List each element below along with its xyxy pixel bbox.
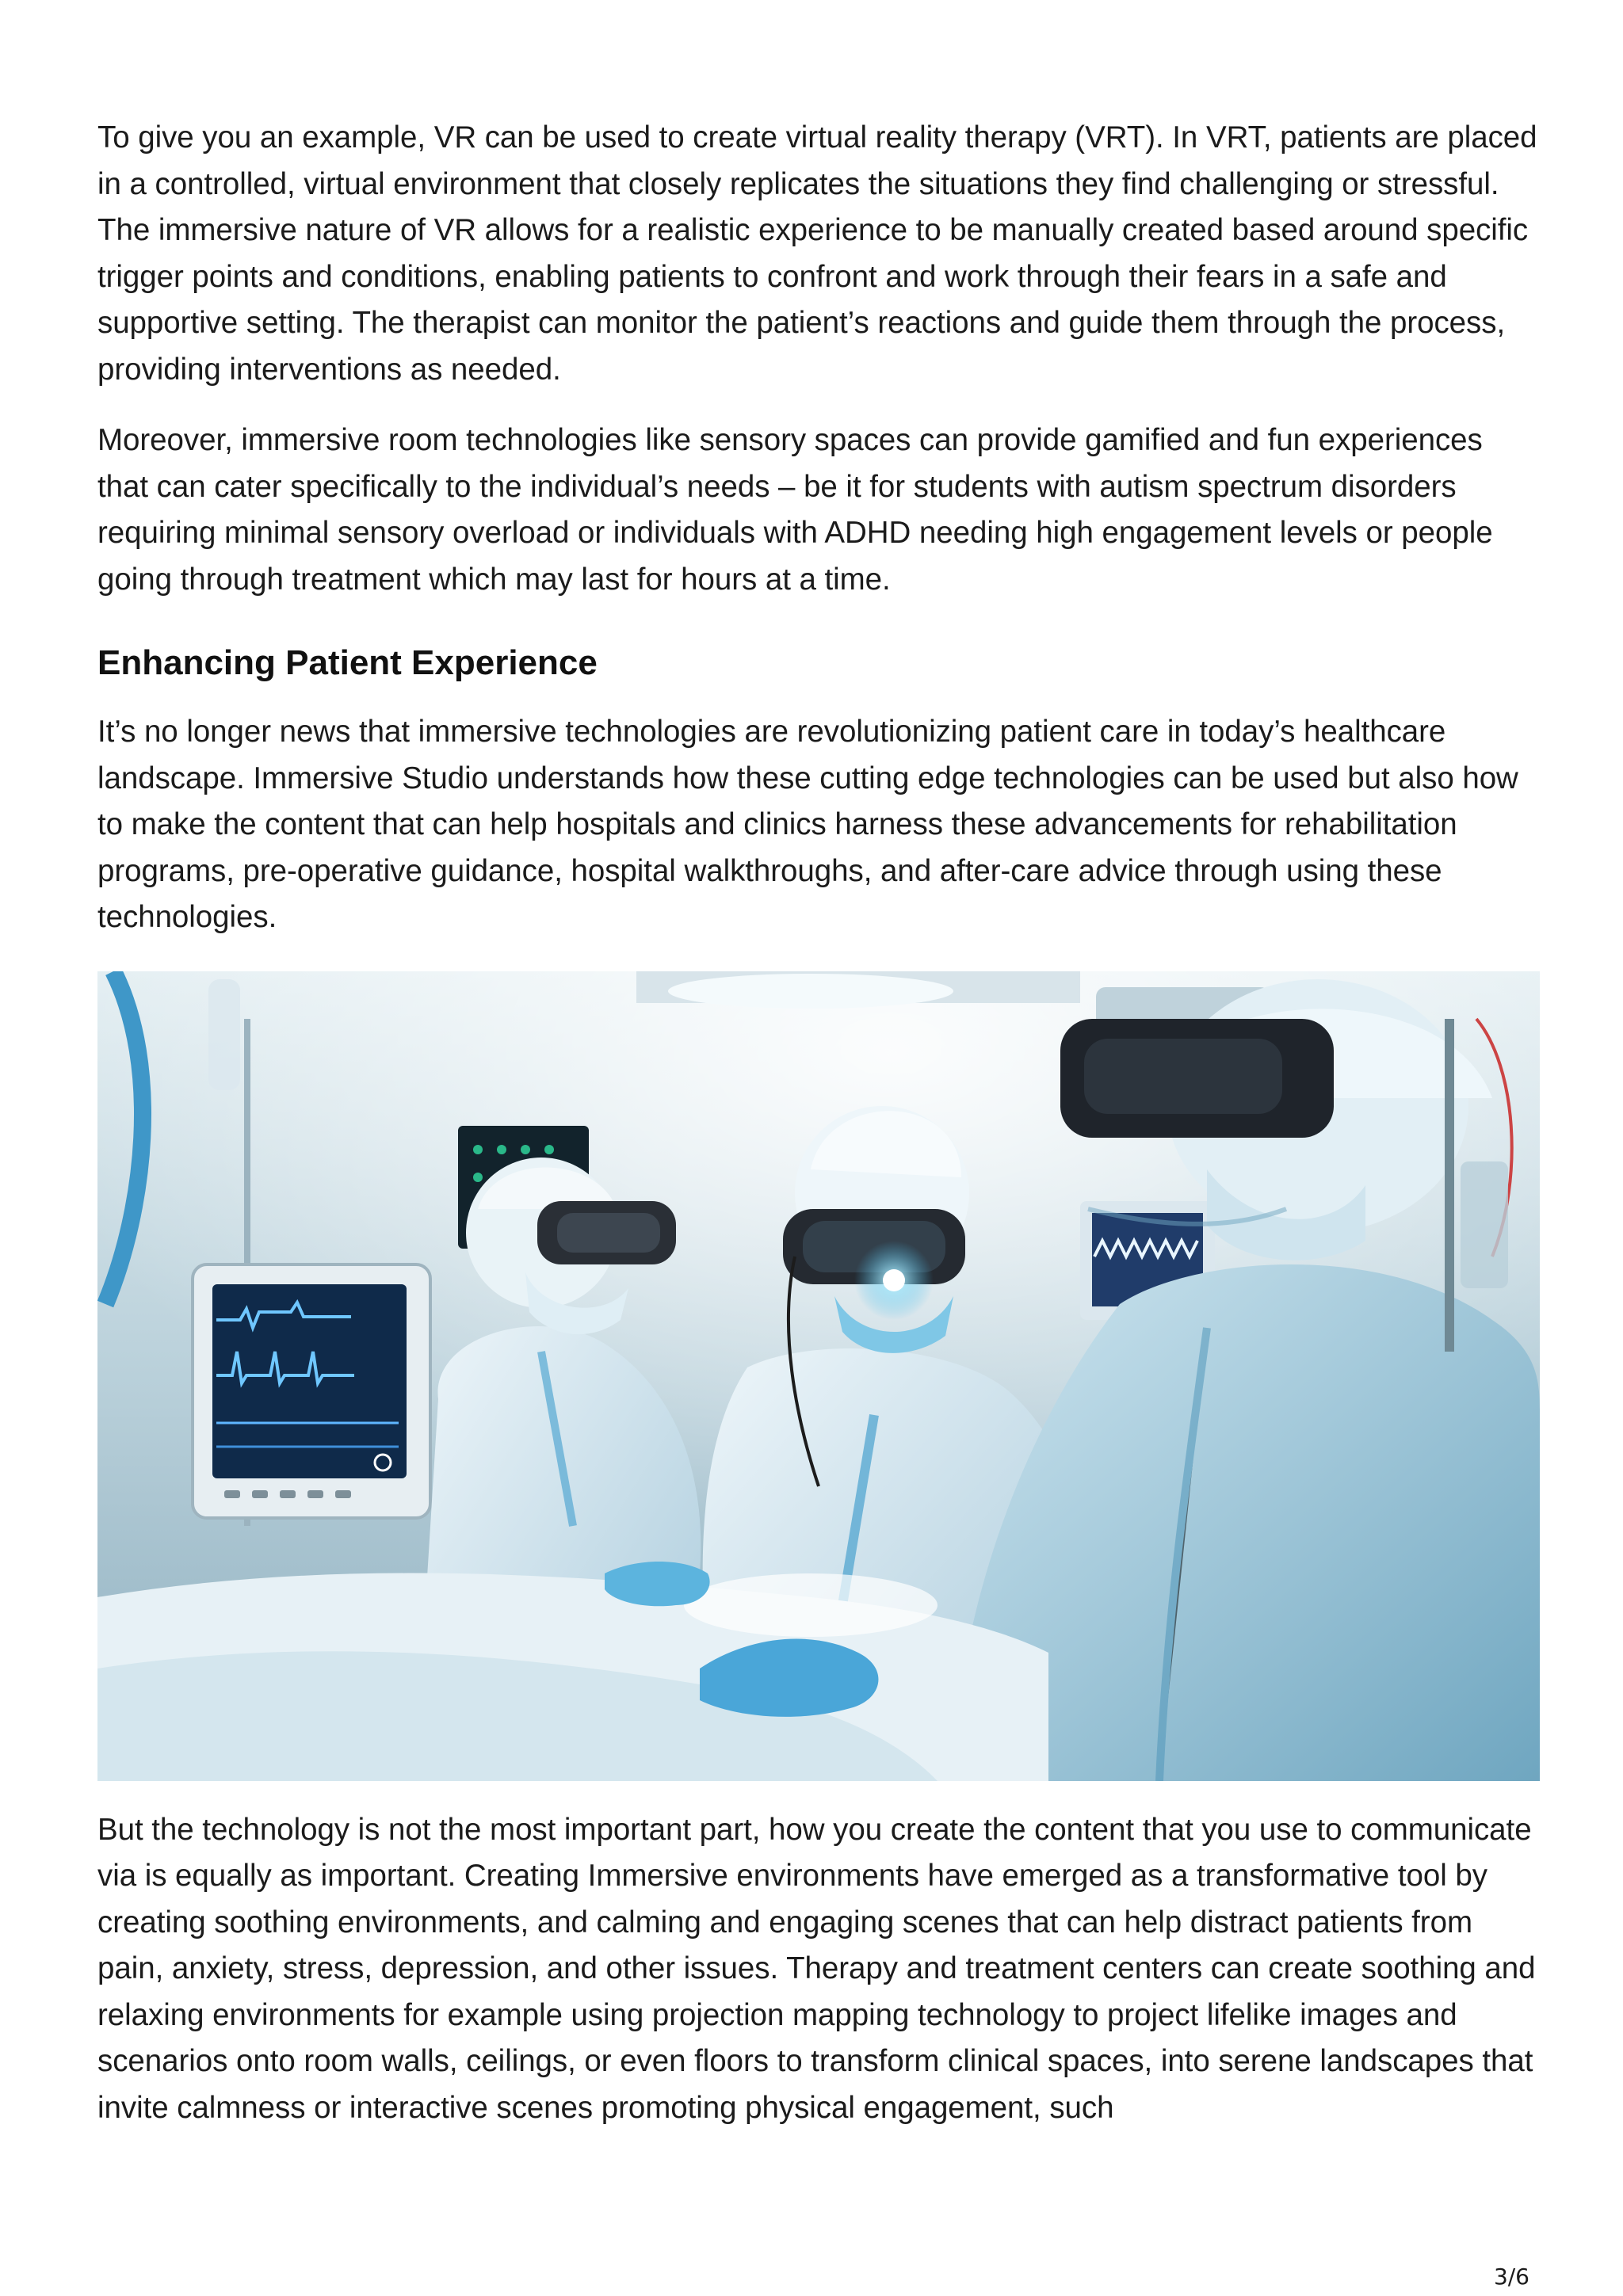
- patient-monitor: [193, 1264, 430, 1518]
- paragraph-vrt: To give you an example, VR can be used to create virtual reality therapy (VRT). In VRT, patients are placed in a controlled, virtual environment that closely replicates the situations they find challenging or stressful. The immersive nature of VR allows for a realistic experience to be manually created based around specific trigger points and conditions, enabling patients to confront and work through their fears in a safe and supportive setting. The therapist can monitor the patient’s reactions and guide them through the process, providing interventions as needed.: [97, 120, 1537, 387]
- paragraph-content-creation: But the technology is not the most important part, how you create the content that you use to communicate via is equally as important. Creating Immersive environments have emerged as a transformative tool by creating soothing environments, and calming and engaging scenes that can help distract patients from pain, anxiety, stress, depression, and other issues. Therapy and treatment centers can create soothing and relaxing environments for example using projection mapping technology to project lifelike images and scenarios onto room walls, ceilings, or even floors to transform clinical spaces, into serene landscapes that invite calmness or interactive scenes promoting physical engagement, such: [97, 1812, 1536, 2125]
- surgeons-vr-illustration: [97, 971, 1540, 1781]
- paragraph-sensory-spaces: Moreover, immersive room technologies like sensory spaces can provide gamified and fun experiences that can cater specifically to the individual’s needs – be it for students with autism spectrum disorders requiring minimal sensory overload or individuals with ADHD needing high engagement levels or people going through treatment which may last for hours at a time.: [97, 423, 1493, 597]
- section-heading: Enhancing Patient Experience: [97, 643, 598, 682]
- paragraph-patient-care: It’s no longer news that immersive technologies are revolutionizing patient care in today’s healthcare landscape. Immersive Studio understands how these cutting edge technologies can be used but also how to make the content that can help hospitals and clinics harness these advancements for rehabilitation programs, pre-operative guidance, hospital walkthroughs, and after-care advice through using these technologies.: [97, 715, 1518, 934]
- page-number: 3/6: [1493, 2264, 1529, 2290]
- surgeons-vr-photo: [97, 971, 1540, 1781]
- article-body: [97, 115, 1541, 2131]
